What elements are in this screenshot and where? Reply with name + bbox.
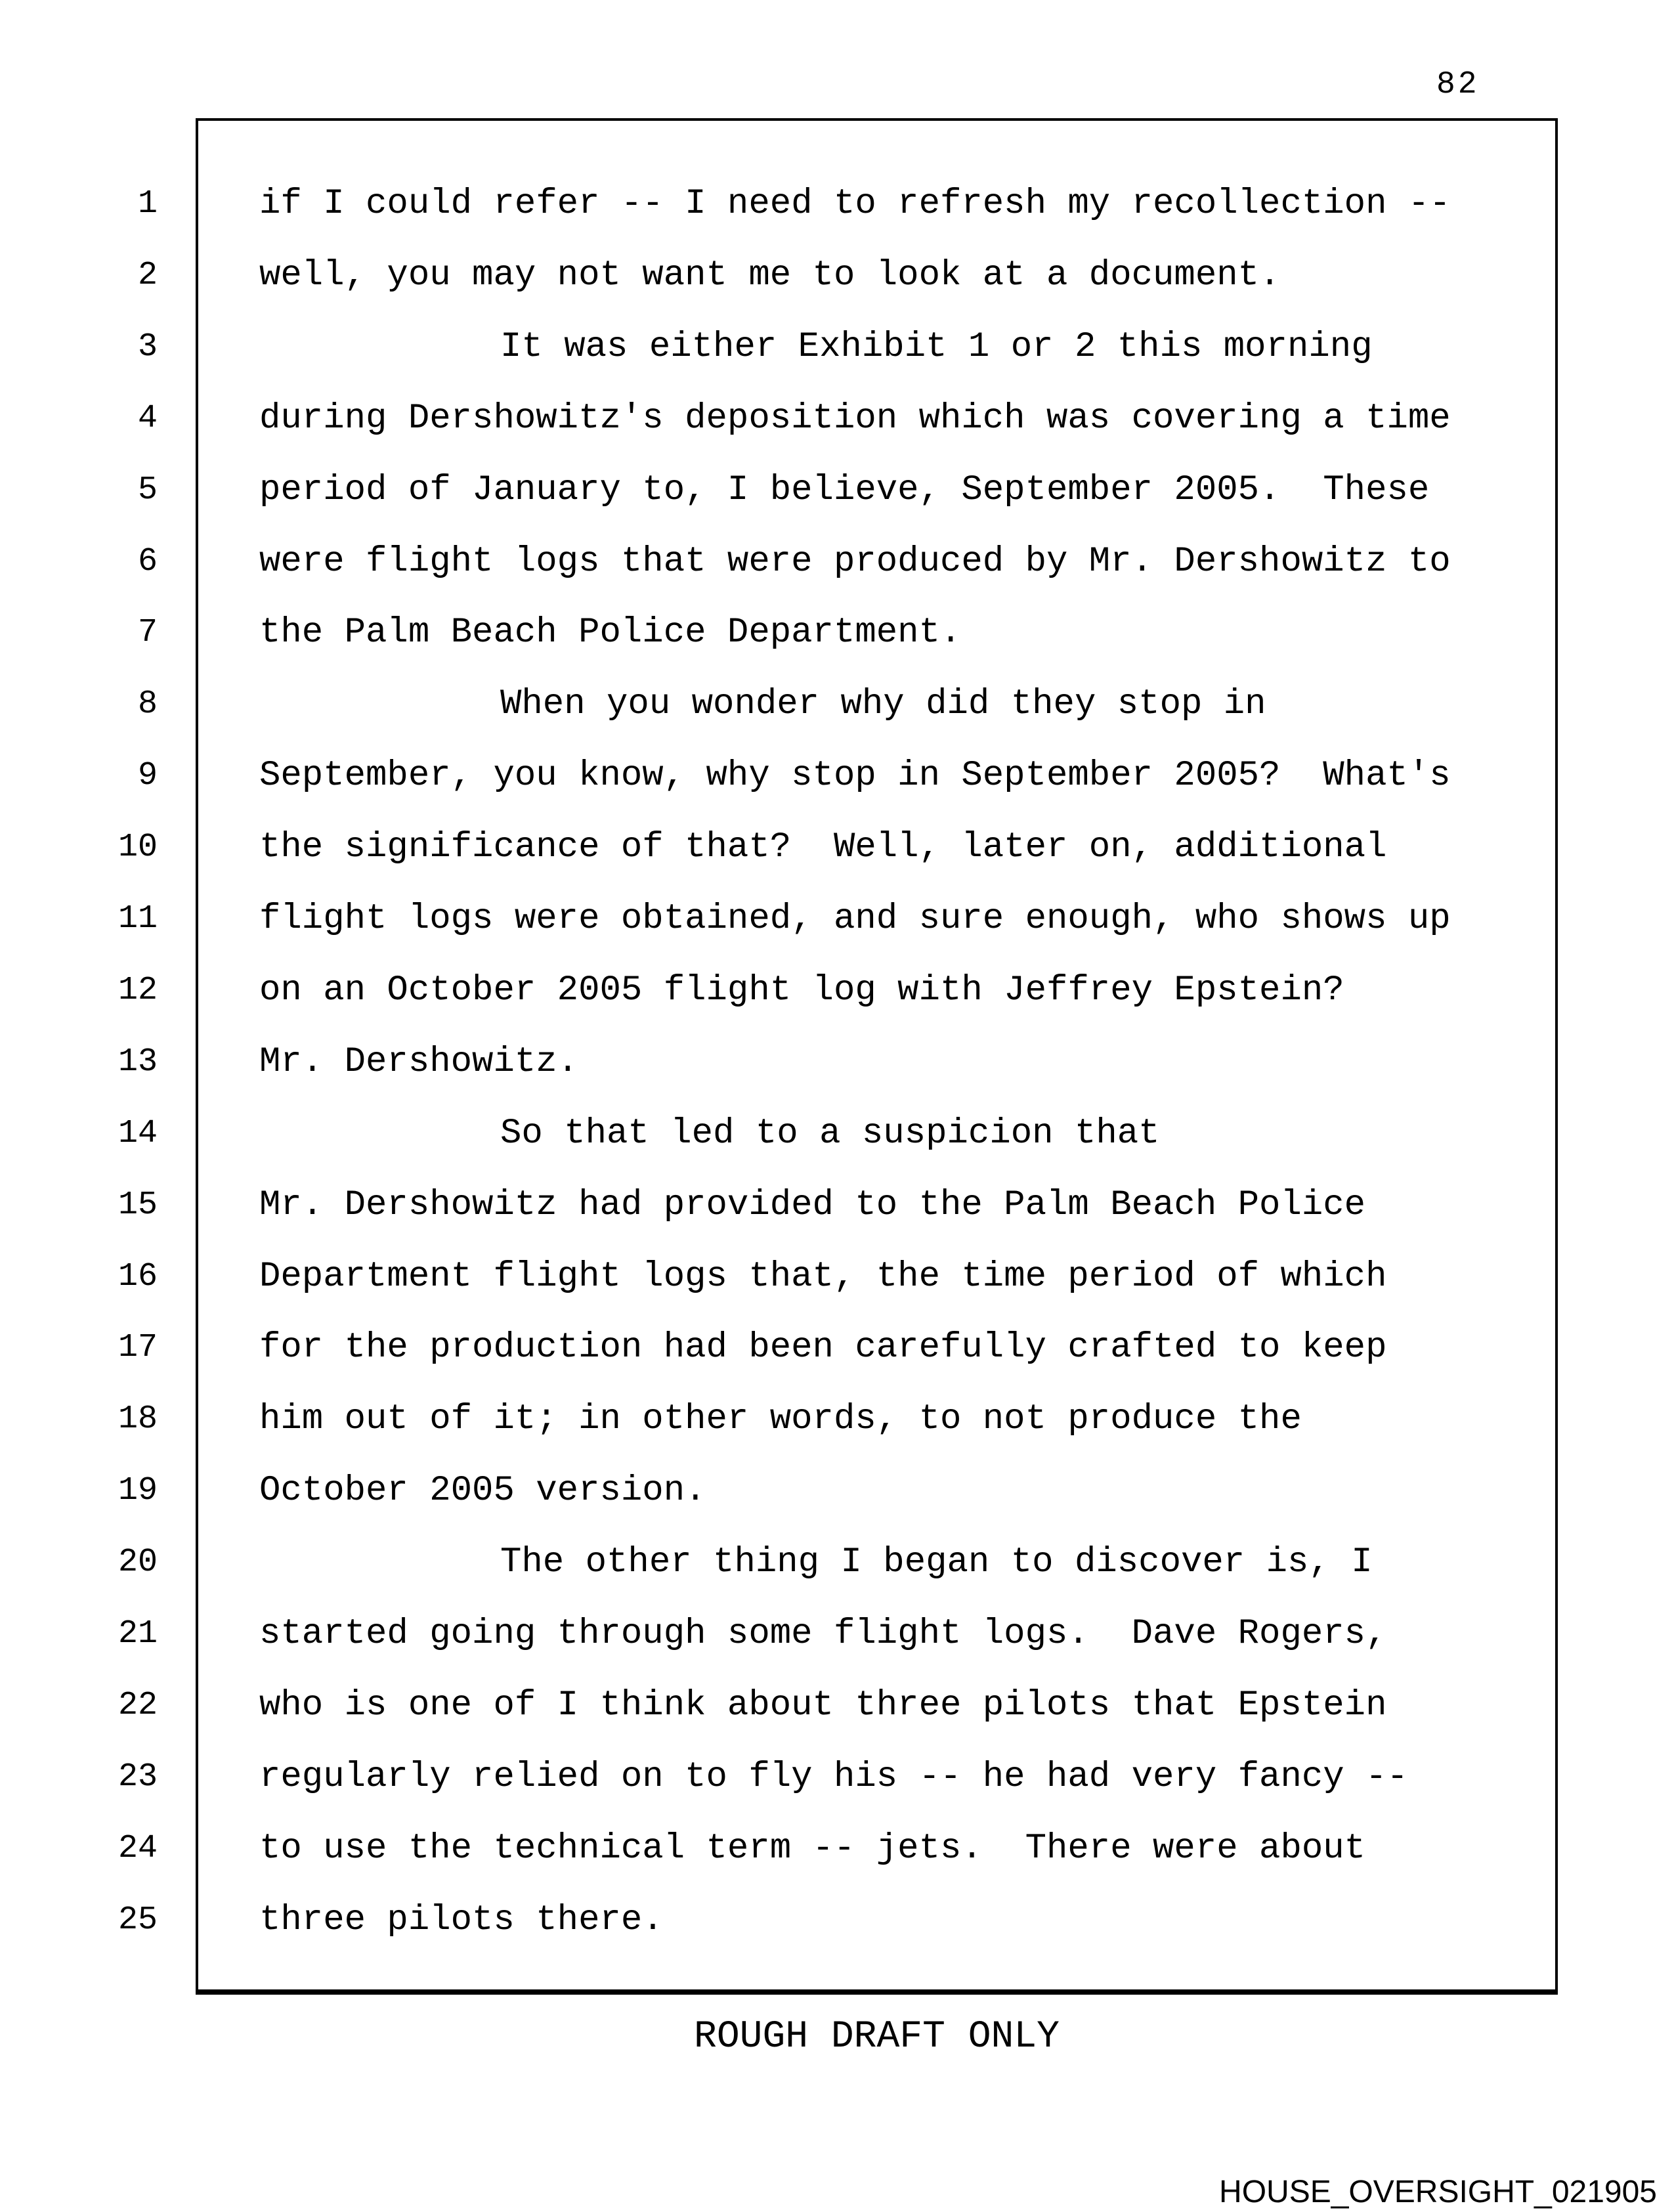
line-number: 8	[137, 685, 158, 724]
line-number: 17	[118, 1329, 158, 1367]
line-number: 6	[137, 542, 158, 580]
rough-draft-watermark: ROUGH DRAFT ONLY	[694, 2016, 1060, 2058]
line-text: during Dershowitz's deposition which was covering a time	[259, 398, 1451, 439]
line-number: 12	[118, 971, 158, 1009]
transcript-line	[0, 471, 1674, 510]
line-number: 7	[137, 614, 158, 652]
line-text: were flight logs that were produced by Mr. Dershowitz to	[259, 541, 1451, 582]
transcript-line	[0, 1258, 1674, 1296]
line-text: Department flight logs that, the time period of which	[259, 1256, 1387, 1297]
line-number: 1	[137, 185, 158, 223]
line-number: 21	[118, 1615, 158, 1653]
line-number: 5	[137, 471, 158, 509]
transcript-line	[0, 1400, 1674, 1439]
transcript-line	[0, 757, 1674, 795]
transcript-line	[0, 1115, 1674, 1153]
line-text: Mr. Dershowitz had provided to the Palm Beach Police	[259, 1184, 1366, 1225]
line-number: 10	[118, 829, 158, 867]
line-number: 23	[118, 1758, 158, 1796]
line-text: if I could refer -- I need to refresh my recollection --	[259, 184, 1451, 224]
line-text: So that led to a suspicion that	[500, 1113, 1160, 1154]
line-number: 4	[137, 399, 158, 437]
line-text: three pilots there.	[259, 1899, 664, 1940]
line-number: 20	[118, 1544, 158, 1582]
transcript-line	[0, 328, 1674, 366]
transcript-line	[0, 257, 1674, 295]
line-number: 25	[118, 1901, 158, 1939]
line-number: 3	[137, 328, 158, 366]
line-number: 18	[118, 1400, 158, 1439]
line-text: October 2005 version.	[259, 1471, 706, 1511]
line-number: 22	[118, 1686, 158, 1724]
transcript-line	[0, 1472, 1674, 1510]
line-number: 24	[118, 1829, 158, 1867]
bates-number: HOUSE_OVERSIGHT_021905	[1219, 2175, 1657, 2209]
line-text: When you wonder why did they stop in	[500, 684, 1266, 725]
line-number: 15	[118, 1186, 158, 1224]
line-text: September, you know, why stop in September 2005? What's	[259, 756, 1451, 796]
transcript-line	[0, 400, 1674, 438]
line-number: 19	[118, 1472, 158, 1510]
line-text: him out of it; in other words, to not produce the	[259, 1399, 1302, 1440]
line-text: Mr. Dershowitz.	[259, 1041, 579, 1082]
transcript-line	[0, 1186, 1674, 1225]
transcript-line	[0, 614, 1674, 652]
transcript-line	[0, 1687, 1674, 1725]
line-text: The other thing I began to discover is, I	[500, 1542, 1373, 1583]
line-text: the significance of that? Well, later on, additional	[259, 827, 1387, 868]
line-text: the Palm Beach Police Department.	[259, 613, 962, 653]
page-number: 82	[1436, 67, 1480, 102]
transcript-line	[0, 972, 1674, 1010]
line-number: 16	[118, 1257, 158, 1295]
line-number: 2	[137, 256, 158, 294]
line-text: well, you may not want me to look at a document.	[259, 255, 1281, 295]
transcript-line	[0, 1830, 1674, 1868]
transcript-line	[0, 543, 1674, 581]
line-text: to use the technical term -- jets. There were about	[259, 1828, 1366, 1869]
line-number: 14	[118, 1114, 158, 1152]
transcript-line	[0, 185, 1674, 223]
transcript-line	[0, 900, 1674, 938]
transcript-line	[0, 1544, 1674, 1582]
transcript-line	[0, 829, 1674, 867]
line-text: for the production had been carefully crafted to keep	[259, 1328, 1387, 1368]
line-text: regularly relied on to fly his -- he had very fancy --	[259, 1756, 1408, 1797]
line-text: on an October 2005 flight log with Jeffrey Epstein?	[259, 970, 1344, 1010]
line-number: 11	[118, 900, 158, 938]
line-text: who is one of I think about three pilots that Epstein	[259, 1685, 1387, 1725]
line-number: 9	[137, 757, 158, 795]
transcript-line	[0, 1758, 1674, 1796]
line-text: It was either Exhibit 1 or 2 this morning	[500, 326, 1373, 367]
transcript-line	[0, 1329, 1674, 1367]
transcript-line	[0, 685, 1674, 724]
line-number: 13	[118, 1043, 158, 1081]
line-text: flight logs were obtained, and sure enough, who shows up	[259, 899, 1451, 939]
line-text: period of January to, I believe, September 2005. These	[259, 469, 1430, 510]
transcript-line	[0, 1043, 1674, 1081]
transcript-line	[0, 1901, 1674, 1940]
line-text: started going through some flight logs. Dave Rogers,	[259, 1614, 1387, 1654]
transcript-line	[0, 1615, 1674, 1653]
